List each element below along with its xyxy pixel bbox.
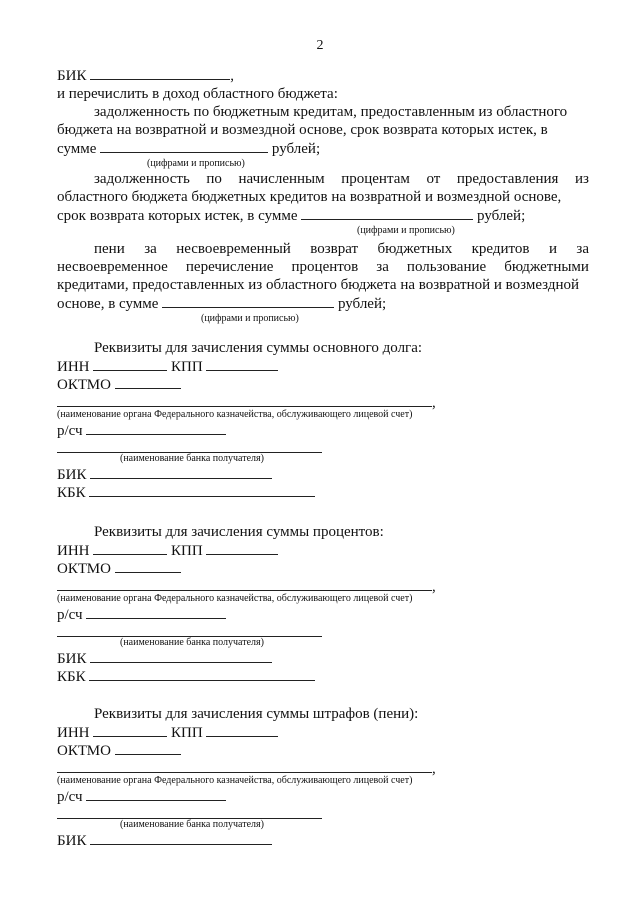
- inn-label: ИНН: [57, 725, 90, 741]
- penalty-line-2: [57, 258, 589, 276]
- word: по: [206, 171, 222, 187]
- word: предоставления: [456, 171, 559, 187]
- treasury-suffix: ,: [432, 395, 436, 411]
- word: за: [376, 259, 389, 275]
- bank-blank[interactable]: [57, 439, 322, 453]
- bik-line: [57, 649, 589, 667]
- word: процентам: [341, 171, 410, 187]
- kbk-label: КБК: [57, 669, 86, 685]
- account-label: р/сч: [57, 607, 83, 623]
- penalty-sum-line: [57, 294, 589, 313]
- account-line: [57, 421, 589, 439]
- debt-sum-suffix: рублей;: [271, 141, 321, 157]
- requisites-section: [57, 523, 589, 685]
- word: пользование: [406, 259, 487, 275]
- word: за: [576, 241, 589, 257]
- kpp-label: КПП: [171, 359, 203, 375]
- oktmo-label: ОКТМО: [57, 561, 111, 577]
- section-bik-blank[interactable]: [90, 831, 272, 845]
- kpp-label: КПП: [171, 725, 203, 741]
- treasury-line: [57, 759, 589, 775]
- word: несвоевременный: [176, 241, 291, 257]
- word: пени: [94, 241, 125, 257]
- interest-line-2: областного бюджета бюджетных кредитов на возвратной и возмездной основе,: [57, 189, 562, 205]
- bank-line: [57, 439, 589, 453]
- interest-sum-prefix: срок возврата которых истек, в сумме: [57, 208, 298, 224]
- oktmo-label: ОКТМО: [57, 377, 111, 393]
- penalty-sum-prefix: основе, в сумме: [57, 296, 159, 312]
- interest-sum-suffix: рублей;: [477, 208, 526, 224]
- word: несвоевременное: [57, 259, 168, 275]
- kpp-blank[interactable]: [206, 541, 278, 555]
- page-number: 2: [316, 38, 324, 53]
- interest-sum-line: [57, 206, 589, 225]
- treasury-note: (наименование органа Федерального казначейства, обслуживающего лицевой счет): [57, 775, 413, 786]
- interest-line-1: [57, 170, 589, 188]
- bank-note: (наименование банка получателя): [120, 453, 264, 464]
- account-line: [57, 605, 589, 623]
- interest-sum-blank[interactable]: [301, 206, 473, 220]
- intro-bik-line: [57, 66, 589, 85]
- kpp-blank[interactable]: [206, 723, 278, 737]
- word: кредитов: [471, 241, 530, 257]
- bik-line: [57, 465, 589, 483]
- treasury-line: [57, 577, 589, 593]
- oktmo-label: ОКТМО: [57, 743, 111, 759]
- bank-blank[interactable]: [57, 805, 322, 819]
- penalty-sum-note: (цифрами и прописью): [201, 313, 299, 324]
- treasury-blank[interactable]: [57, 759, 432, 773]
- kbk-label: КБК: [57, 485, 86, 501]
- inn-blank[interactable]: [93, 723, 167, 737]
- inn-blank[interactable]: [93, 541, 167, 555]
- word: и: [548, 241, 557, 257]
- word: перечисление: [185, 259, 274, 275]
- oktmo-line: [57, 559, 589, 577]
- inn-blank[interactable]: [93, 357, 167, 371]
- kbk-line: [57, 483, 589, 501]
- word: задолженность: [94, 171, 190, 187]
- debt-sum-blank[interactable]: [100, 139, 268, 153]
- section-bik-label: БИК: [57, 651, 87, 667]
- bank-line: [57, 805, 589, 819]
- oktmo-line: [57, 375, 589, 393]
- word: процентов: [291, 259, 359, 275]
- oktmo-line: [57, 741, 589, 759]
- treasury-suffix: ,: [432, 579, 436, 595]
- section-bik-blank[interactable]: [90, 649, 272, 663]
- oktmo-blank[interactable]: [115, 375, 181, 389]
- inn-kpp-line: [57, 357, 589, 375]
- word: бюджетными: [504, 259, 589, 275]
- inn-kpp-line: [57, 541, 589, 559]
- document-body: [57, 66, 589, 849]
- debt-line-1: задолженность по бюджетным кредитам, предоставленным из областного: [94, 104, 568, 120]
- bank-note: (наименование банка получателя): [120, 819, 264, 830]
- account-label: р/сч: [57, 423, 83, 439]
- inn-label: ИНН: [57, 359, 90, 375]
- treasury-blank[interactable]: [57, 577, 432, 591]
- treasury-suffix: ,: [432, 761, 436, 777]
- requisites-section: [57, 705, 589, 849]
- bank-line: [57, 623, 589, 637]
- treasury-note: (наименование органа Федерального казначейства, обслуживающего лицевой счет): [57, 593, 413, 604]
- debt-sum-line: [57, 139, 589, 158]
- bik-line: [57, 831, 589, 849]
- debt-sum-note: (цифрами и прописью): [147, 158, 245, 169]
- kpp-label: КПП: [171, 543, 203, 559]
- penalty-sum-suffix: рублей;: [337, 296, 387, 312]
- requisites-heading: Реквизиты для зачисления суммы процентов:: [94, 524, 384, 540]
- oktmo-blank[interactable]: [115, 559, 181, 573]
- account-blank[interactable]: [86, 787, 226, 801]
- kpp-blank[interactable]: [206, 357, 278, 371]
- account-blank[interactable]: [86, 421, 226, 435]
- debt-sum-prefix: сумме: [57, 141, 97, 157]
- section-bik-label: БИК: [57, 467, 87, 483]
- section-bik-label: БИК: [57, 833, 87, 849]
- transfer-line: и перечислить в доход областного бюджета:: [57, 86, 338, 102]
- kbk-line: [57, 667, 589, 685]
- section-bik-blank[interactable]: [90, 465, 272, 479]
- kbk-blank[interactable]: [89, 667, 315, 681]
- word: от: [426, 171, 441, 187]
- bik-label: БИК: [57, 68, 87, 84]
- interest-sum-note: (цифрами и прописью): [357, 225, 455, 236]
- treasury-blank[interactable]: [57, 393, 432, 407]
- penalty-line-1: [57, 240, 589, 258]
- requisites-section: [57, 339, 589, 501]
- word: за: [144, 241, 157, 257]
- inn-kpp-line: [57, 723, 589, 741]
- kbk-blank[interactable]: [89, 483, 315, 497]
- requisites-heading: Реквизиты для зачисления суммы штрафов (пени):: [94, 706, 419, 722]
- bank-blank[interactable]: [57, 623, 322, 637]
- treasury-note: (наименование органа Федерального казначейства, обслуживающего лицевой счет): [57, 409, 413, 420]
- account-blank[interactable]: [86, 605, 226, 619]
- word: возврат: [310, 241, 359, 257]
- bik-blank[interactable]: [90, 66, 230, 80]
- penalty-line-3: кредитами, предоставленных из областного бюджета на возвратной и возмездной: [57, 277, 580, 293]
- debt-line-2: бюджета на возвратной и возмездной основе, срок возврата которых истек, в: [57, 122, 548, 138]
- treasury-line: [57, 393, 589, 409]
- account-label: р/сч: [57, 789, 83, 805]
- word: начисленным: [238, 171, 325, 187]
- requisites-heading: Реквизиты для зачисления суммы основного долга:: [94, 340, 423, 356]
- bank-note: (наименование банка получателя): [120, 637, 264, 648]
- bik-suffix: ,: [230, 68, 234, 84]
- word: бюджетных: [377, 241, 453, 257]
- account-line: [57, 787, 589, 805]
- inn-label: ИНН: [57, 543, 90, 559]
- penalty-sum-blank[interactable]: [162, 294, 334, 308]
- oktmo-blank[interactable]: [115, 741, 181, 755]
- word: из: [575, 171, 589, 187]
